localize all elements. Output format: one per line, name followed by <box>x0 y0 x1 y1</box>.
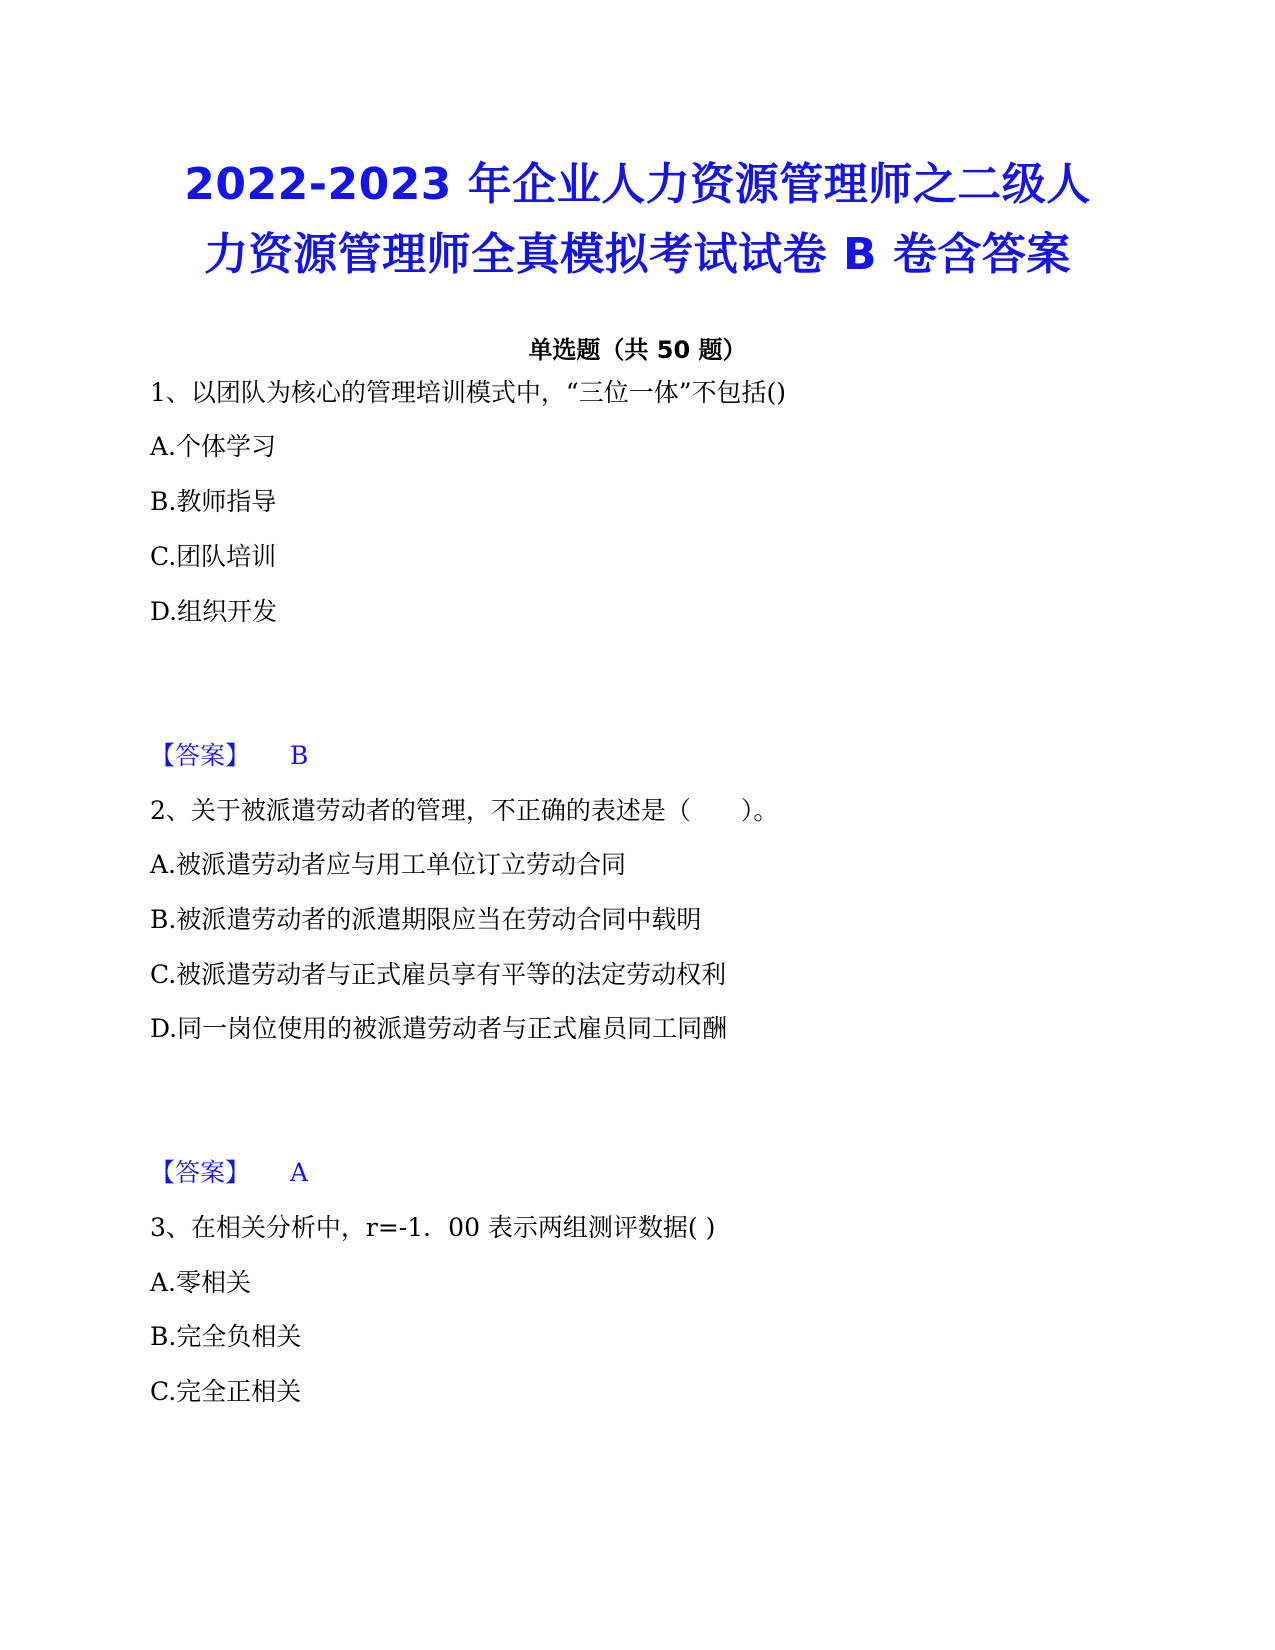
answer-value: A <box>290 1158 309 1187</box>
question-1-answer <box>150 738 308 774</box>
question-2-option-c: C.被派遣劳动者与正式雇员享有平等的法定劳动权利 <box>150 960 727 989</box>
question-2-stem: 2、关于被派遣劳动者的管理，不正确的表述是（ ）。 <box>150 796 779 825</box>
question-3-option-a: A.零相关 <box>150 1268 252 1297</box>
title-line-2: 力资源管理师全真模拟考试试卷 B 卷含答案 <box>204 229 1071 280</box>
question-3-option-c: C.完全正相关 <box>150 1377 302 1406</box>
question-3-stem: 3、在相关分析中，r=-1．00 表示两组测评数据( ) <box>150 1213 716 1242</box>
question-2-option-b: B.被派遣劳动者的派遣期限应当在劳动合同中载明 <box>150 905 702 934</box>
question-2-option-a: A.被派遣劳动者应与用工单位订立劳动合同 <box>150 850 627 879</box>
title-line-1: 2022-2023 年企业人力资源管理师之二级人 <box>184 159 1091 210</box>
question-1-stem: 1、以团队为核心的管理培训模式中，“三位一体”不包括() <box>150 378 786 407</box>
question-1-option-b: B.教师指导 <box>150 487 277 516</box>
question-2-answer <box>150 1155 308 1191</box>
question-1-option-c: C.团队培训 <box>150 542 277 571</box>
question-3-option-b: B.完全负相关 <box>150 1322 302 1351</box>
answer-label: 【答案】 <box>150 1158 251 1187</box>
question-1-option-a: A.个体学习 <box>150 432 277 461</box>
answer-value: B <box>290 741 309 770</box>
question-2-option-d: D.同一岗位使用的被派遣劳动者与正式雇员同工同酬 <box>150 1014 728 1043</box>
answer-label: 【答案】 <box>150 741 251 770</box>
document-title <box>100 150 1175 290</box>
section-title: 单选题（共 50 题） <box>528 336 747 364</box>
question-1-option-d: D.组织开发 <box>150 597 278 626</box>
